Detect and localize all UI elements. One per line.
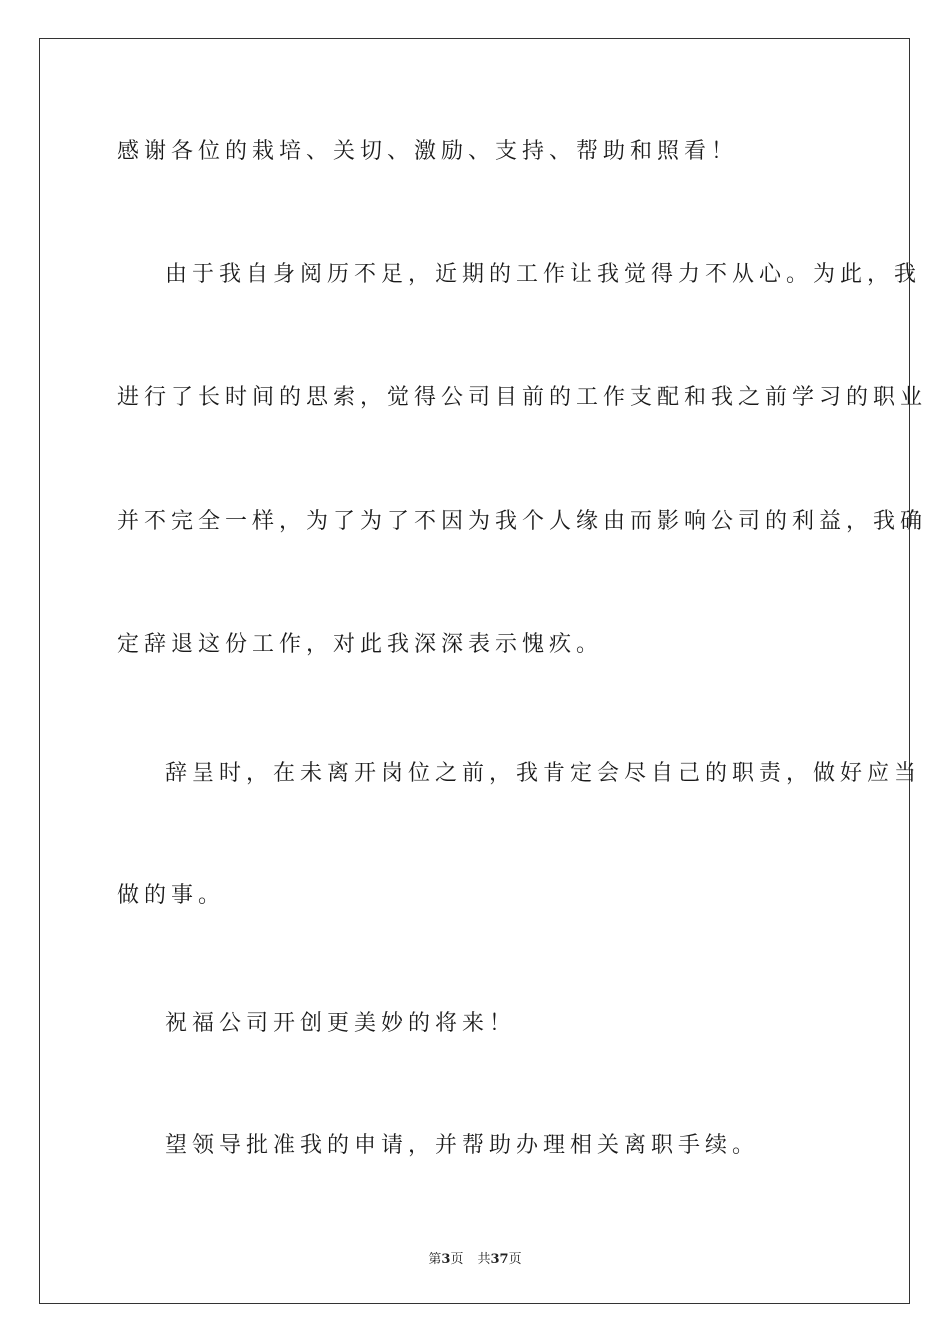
page-suffix: 页 [450, 1252, 464, 1267]
paragraph-line-7: 做的事。 [117, 883, 226, 908]
paragraph-line-3: 进行了长时间的思索，觉得公司目前的工作支配和我之前学习的职业 [117, 385, 928, 410]
paragraph-line-1: 感谢各位的栽培、关切、激励、支持、帮助和照看！ [117, 139, 739, 164]
paragraph-line-8: 祝福公司开创更美妙的将来！ [165, 1011, 517, 1036]
page-footer [0, 1248, 950, 1267]
total-prefix: 共 [477, 1252, 491, 1267]
paragraph-line-4: 并不完全一样，为了为了不因为我个人缘由而影响公司的利益，我确 [117, 509, 928, 534]
paragraph-line-5: 定辞退这份工作，对此我深深表示愧疚。 [117, 632, 604, 657]
page-prefix: 第 [428, 1252, 442, 1267]
page-border [39, 38, 910, 1304]
page-number: 3 [441, 1252, 451, 1267]
paragraph-line-2: 由于我自身阅历不足，近期的工作让我觉得力不从心。为此，我 [165, 262, 922, 287]
paragraph-line-9: 望领导批准我的申请，并帮助办理相关离职手续。 [165, 1133, 760, 1158]
paragraph-line-6: 辞呈时，在未离开岗位之前，我肯定会尽自己的职责，做好应当 [165, 761, 922, 786]
total-pages: 37 [490, 1252, 509, 1267]
total-suffix: 页 [508, 1252, 522, 1267]
